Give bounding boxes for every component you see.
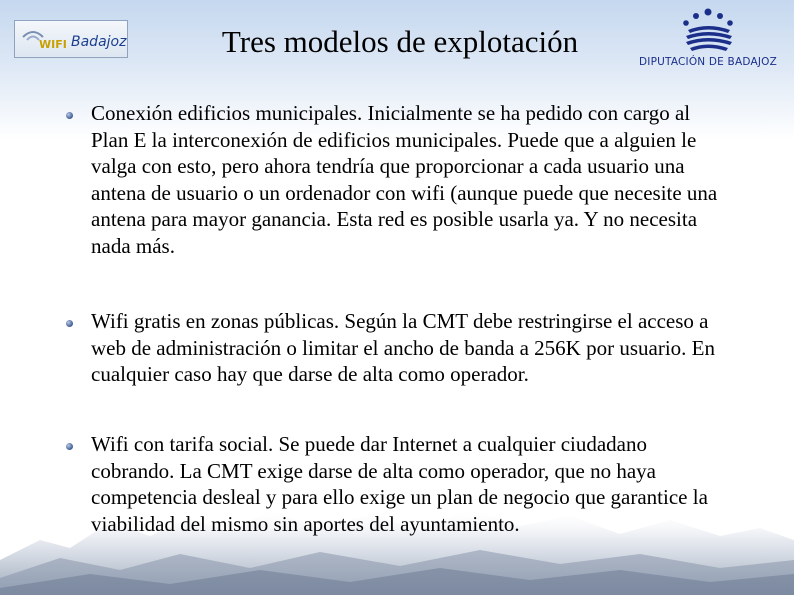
bullet-text: Wifi gratis en zonas públicas. Según la CMT debe restringirse el acceso a web de administración o limitar el ancho de banda a 256K por usuario. En cualquier caso hay que darse de alta como operador. [91,309,715,387]
wifi-logo-city: Badajoz [71,34,127,50]
diputacion-logo-text: DIPUTACIÓN DE BADAJOZ [639,56,777,68]
bullet-icon [66,112,73,119]
wifi-logo-prefix: WIFI [39,38,67,51]
wifi-badajoz-logo [14,20,128,58]
bullet-text: Conexión edificios municipales. Inicialmente se ha pedido con cargo al Plan E la interconexión de edificios municipales. Puede que a alguien le valga con esto, pero ahora tendría que proporcionar a cada usuario una antena de usuario o un ordenador con wifi (aunque puede que necesite una antena para mayor ganancia. Esta red es posible usarla ya. Y no necesita nada más. [91,101,718,258]
bullet-text: Wifi con tarifa social. Se puede dar Internet a cualquier ciudadano cobrando. La CMT exige darse de alta como operador, que no haya competencia desleal y para ello exige un plan de negocio que garantice la viabilidad del mismo sin aportes del ayuntamiento. [91,432,708,536]
diputacion-logo [632,8,784,74]
diputacion-crown-logo [678,8,738,54]
bullet-icon [66,443,73,450]
slide-title: Tres modelos de explotación [221,24,579,59]
bullet-icon [66,320,73,327]
